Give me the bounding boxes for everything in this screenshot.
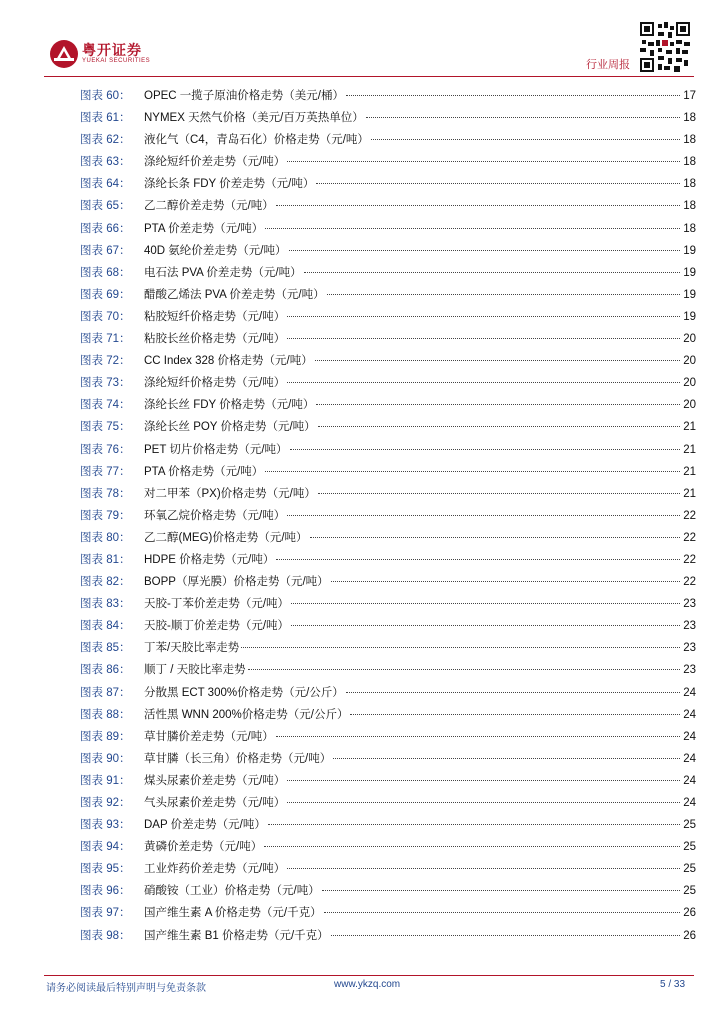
toc-entry-label[interactable]: 图表 97： (80, 907, 131, 920)
toc-entry[interactable] (80, 439, 696, 461)
toc-entry[interactable] (80, 262, 696, 284)
toc-entry-title[interactable]: PTA 价格走势（元/吨） (144, 465, 264, 478)
toc-leader-dots (265, 471, 680, 472)
toc-entry-page[interactable]: 18 (683, 222, 696, 235)
toc-leader-dots (287, 515, 680, 516)
toc-entry-page[interactable]: 25 (683, 863, 696, 876)
toc-entry-label[interactable]: 图表 74： (80, 399, 131, 412)
toc-entry-label[interactable]: 图表 67： (80, 244, 131, 257)
toc-entry-title[interactable]: 涤纶长丝 FDY 价格走势（元/吨） (144, 399, 315, 412)
toc-entry-page[interactable]: 21 (683, 465, 696, 478)
toc-leader-dots (276, 559, 680, 560)
toc-entry[interactable] (80, 549, 696, 571)
toc-entry[interactable] (80, 659, 696, 681)
toc-entry-label[interactable]: 图表 70： (80, 310, 131, 323)
toc-entry-label[interactable]: 图表 83： (80, 598, 131, 611)
toc-entry-title[interactable]: 涤纶长丝 POY 价格走势（元/吨） (144, 421, 316, 434)
toc-entry-title[interactable]: 电石法 PVA 价差走势（元/吨） (144, 266, 302, 279)
toc-entry-title[interactable]: 煤头尿素价差走势（元/吨） (144, 774, 286, 787)
toc-entry-title[interactable]: HDPE 价格走势（元/吨） (144, 553, 275, 566)
toc-leader-dots (316, 404, 680, 405)
toc-entry-label[interactable]: 图表 63： (80, 156, 131, 169)
toc-leader-dots (264, 846, 680, 847)
toc-leader-dots (276, 736, 680, 737)
toc-entry-page[interactable]: 24 (683, 797, 696, 809)
toc-entry[interactable] (80, 571, 696, 593)
qr-code-icon (640, 22, 690, 72)
toc-leader-dots (324, 912, 680, 913)
page-header (0, 0, 724, 80)
toc-entry-title[interactable]: 涤纶短纤价格走势（元/吨） (144, 377, 286, 390)
toc-entry[interactable] (80, 372, 696, 394)
toc-leader-dots (291, 603, 680, 604)
toc-entry[interactable] (80, 615, 696, 637)
header-divider (44, 76, 694, 77)
toc-entry-title[interactable]: 分散黑 ECT 300%价格走势（元/公斤） (144, 686, 344, 699)
toc-entry-label[interactable]: 图表 65： (80, 200, 131, 213)
toc-entry[interactable] (80, 173, 696, 195)
toc-entry[interactable] (80, 527, 696, 549)
toc-entry[interactable] (80, 925, 696, 947)
toc-entry-label[interactable]: 图表 62： (80, 134, 131, 147)
toc-leader-dots (276, 205, 680, 206)
toc-entry-title[interactable]: NYMEX 天然气价格（美元/百万英热单位） (144, 112, 364, 125)
toc-entry-title[interactable]: DAP 价差走势（元/吨） (144, 819, 266, 832)
toc-entry-title[interactable]: PTA 价差走势（元/吨） (144, 222, 264, 235)
toc-leader-dots (287, 868, 680, 869)
toc-entry-page[interactable]: 22 (683, 576, 696, 589)
toc-entry-title[interactable]: 丁苯/天胶比率走势 (144, 642, 240, 655)
toc-entry-title[interactable]: 国产维生素 A 价格走势（元/千克） (144, 907, 322, 920)
toc-entry-label[interactable]: 图表 64： (80, 178, 131, 191)
toc-leader-dots (331, 935, 680, 936)
toc-entry[interactable] (80, 394, 696, 416)
toc-entry-label[interactable]: 图表 95： (80, 863, 131, 876)
brand-name-en: YUEKAI SECURITIES (82, 58, 151, 64)
toc-entry-page[interactable]: 25 (683, 885, 696, 898)
toc-entry-label[interactable]: 图表 77： (80, 465, 131, 478)
toc-entry-title[interactable]: 液化气（C4，青岛石化）价格走势（元/吨） (144, 134, 369, 147)
toc-entry-label[interactable]: 图表 75： (80, 421, 131, 434)
toc-entry[interactable] (80, 593, 696, 615)
toc-leader-dots (318, 493, 680, 494)
toc-entry-title[interactable]: 醋酸乙烯法 PVA 价差走势（元/吨） (144, 288, 325, 301)
toc-entry-page[interactable]: 24 (683, 686, 696, 699)
toc-entry[interactable] (80, 240, 696, 262)
toc-entry-page[interactable]: 19 (683, 266, 696, 279)
toc-entry-label[interactable]: 图表 78： (80, 487, 131, 500)
toc-entry-title[interactable]: 涤纶短纤价差走势（元/吨） (144, 156, 286, 169)
toc-entry-page[interactable]: 26 (683, 907, 696, 920)
footer-page-number: 5 / 33 (660, 979, 686, 990)
toc-entry-page[interactable]: 18 (683, 200, 696, 213)
toc-leader-dots (318, 426, 680, 427)
toc-entry-title[interactable]: 黄磷价差走势（元/吨） (144, 841, 263, 854)
footer-website-link[interactable]: www.ykzq.com (334, 979, 401, 990)
toc-entry[interactable] (80, 836, 696, 858)
toc-entry[interactable] (80, 85, 696, 107)
toc-entry-page[interactable]: 20 (683, 355, 696, 368)
toc-leader-dots (346, 95, 680, 96)
toc-leader-dots (304, 272, 680, 273)
toc-entry-title[interactable]: 硝酸铵（工业）价格走势（元/吨） (144, 885, 320, 898)
toc-leader-dots (290, 449, 680, 450)
toc-entry-label[interactable]: 图表 88： (80, 708, 131, 721)
toc-entry-title[interactable]: 草甘膦（长三角）价格走势（元/吨） (144, 752, 332, 765)
toc-entry-label[interactable]: 图表 93： (80, 819, 131, 832)
toc-entry[interactable] (80, 726, 696, 748)
toc-entry-label[interactable]: 图表 84： (80, 620, 131, 633)
toc-entry[interactable] (80, 328, 696, 350)
toc-entry-page[interactable]: 23 (683, 598, 696, 611)
toc-leader-dots (316, 183, 680, 184)
toc-entry-page[interactable]: 25 (683, 819, 696, 832)
toc-entry-page[interactable]: 18 (683, 134, 696, 147)
toc-entry-label[interactable]: 图表 71： (80, 333, 131, 346)
toc-entry-page[interactable]: 18 (683, 156, 696, 169)
toc-leader-dots (331, 581, 680, 582)
toc-entry[interactable] (80, 218, 696, 240)
toc-entry[interactable] (80, 637, 696, 659)
toc-entry[interactable] (80, 461, 696, 483)
toc-entry-label[interactable]: 图表 98： (80, 929, 131, 942)
toc-leader-dots (289, 250, 681, 251)
toc-entry[interactable] (80, 858, 696, 880)
toc-entry-page[interactable]: 21 (683, 421, 696, 434)
toc-entry-label[interactable]: 图表 60： (80, 90, 131, 102)
toc-entry-label[interactable]: 图表 61： (80, 112, 131, 125)
toc-entry-label[interactable]: 图表 69： (80, 288, 131, 301)
toc-entry-label[interactable]: 图表 89： (80, 730, 131, 743)
toc-leader-dots (327, 294, 680, 295)
toc-entry-page[interactable]: 22 (683, 531, 696, 544)
footer-disclaimer: 请务必阅读最后特别声明与免责条款 (46, 983, 206, 994)
toc-entry-title[interactable]: 顺丁 / 天胶比率走势 (144, 664, 246, 677)
toc-entry[interactable] (80, 792, 696, 814)
toc-entry-title[interactable]: 乙二醇(MEG)价格走势（元/吨） (144, 531, 308, 544)
toc-leader-dots (287, 780, 680, 781)
toc-entry-title[interactable]: 粘胶长丝价格走势（元/吨） (144, 333, 286, 346)
toc-entry-label[interactable]: 图表 91： (80, 774, 131, 787)
toc-entry-title[interactable]: 气头尿素价差走势（元/吨） (144, 797, 286, 809)
toc-entry[interactable] (80, 129, 696, 151)
footer-divider (44, 975, 694, 976)
toc-leader-dots (371, 139, 680, 140)
toc-entry-title[interactable]: PET 切片价格走势（元/吨） (144, 443, 288, 456)
toc-entry[interactable] (80, 814, 696, 836)
toc-entry-title[interactable]: 工业炸药价差走势（元/吨） (144, 863, 286, 876)
toc-entry-label[interactable]: 图表 82： (80, 576, 131, 589)
toc-entry-page[interactable]: 17 (683, 90, 696, 102)
toc-leader-dots (248, 669, 680, 670)
toc-entry[interactable] (80, 350, 696, 372)
toc-entry-label[interactable]: 图表 87： (80, 686, 131, 699)
toc-entry-title[interactable]: 国产维生素 B1 价格走势（元/千克） (144, 929, 329, 942)
toc-leader-dots (287, 338, 680, 339)
toc-leader-dots (315, 360, 680, 361)
toc-entry[interactable] (80, 748, 696, 770)
toc-entry-page[interactable]: 20 (683, 377, 696, 390)
toc-leader-dots (366, 117, 680, 118)
toc-entry-label[interactable]: 图表 79： (80, 509, 131, 522)
toc-entry[interactable] (80, 483, 696, 505)
toc-entry-label[interactable]: 图表 94： (80, 841, 131, 854)
toc-entry-title[interactable]: CC Index 328 价格走势（元/吨） (144, 355, 313, 368)
toc-entry[interactable] (80, 284, 696, 306)
toc-entry[interactable] (80, 416, 696, 438)
toc-entry-title[interactable]: 环氧乙烷价格走势（元/吨） (144, 509, 286, 522)
toc-entry[interactable] (80, 107, 696, 129)
toc-leader-dots (291, 625, 680, 626)
toc-entry-label[interactable]: 图表 81： (80, 553, 131, 566)
toc-entry-page[interactable]: 20 (683, 333, 696, 346)
toc-leader-dots (268, 824, 680, 825)
toc-entry[interactable] (80, 770, 696, 792)
toc-leader-dots (241, 647, 680, 648)
toc-entry-page[interactable]: 26 (683, 929, 696, 942)
toc-entry-title[interactable]: 涤纶长条 FDY 价差走势（元/吨） (144, 178, 315, 191)
toc-entry[interactable] (80, 682, 696, 704)
toc-leader-dots (346, 692, 680, 693)
toc-entry-page[interactable]: 19 (683, 310, 696, 323)
toc-entry-page[interactable]: 24 (683, 730, 696, 743)
toc-entry-page[interactable]: 24 (683, 752, 696, 765)
toc-leader-dots (287, 161, 680, 162)
toc-entry[interactable] (80, 195, 696, 217)
toc-leader-dots (287, 382, 680, 383)
toc-entry-title[interactable]: 对二甲苯（PX)价格走势（元/吨） (144, 487, 316, 500)
toc-entry-page[interactable]: 22 (683, 553, 696, 566)
toc-entry-label[interactable]: 图表 96： (80, 885, 131, 898)
brand-name-cn: 粤开证券 (82, 42, 142, 58)
toc-entry[interactable] (80, 151, 696, 173)
toc-entry-title[interactable]: 40D 氨纶价差走势（元/吨） (144, 244, 287, 257)
toc-entry-page[interactable]: 18 (683, 178, 696, 191)
report-type: 行业周报 (586, 59, 630, 71)
toc-leader-dots (322, 890, 680, 891)
toc-entry[interactable] (80, 880, 696, 902)
toc-entry-page[interactable]: 23 (683, 642, 696, 655)
toc-entry-label[interactable]: 图表 86： (80, 664, 131, 677)
toc-entry[interactable] (80, 902, 696, 924)
toc-entry-label[interactable]: 图表 80： (80, 531, 131, 544)
toc-entry[interactable] (80, 306, 696, 328)
toc-entry-label[interactable]: 图表 66： (80, 222, 131, 235)
toc-entry-page[interactable]: 20 (683, 399, 696, 412)
toc-entry-title[interactable]: 活性黑 WNN 200%价格走势（元/公斤） (144, 708, 349, 721)
toc-leader-dots (287, 802, 680, 803)
toc-entry-page[interactable]: 21 (683, 487, 696, 500)
toc-entry-label[interactable]: 图表 85： (80, 642, 131, 655)
toc-leader-dots (350, 714, 680, 715)
toc-entry-page[interactable]: 24 (683, 708, 696, 721)
toc-entry-page[interactable]: 19 (683, 288, 696, 301)
toc-entry-label[interactable]: 图表 76： (80, 443, 131, 456)
toc-entry-page[interactable]: 19 (683, 244, 696, 257)
toc-entry[interactable] (80, 704, 696, 726)
toc-leader-dots (287, 316, 680, 317)
toc-entry-page[interactable]: 21 (683, 443, 696, 456)
toc-entry-title[interactable]: 粘胶短纤价格走势（元/吨） (144, 310, 286, 323)
toc-entry-page[interactable]: 24 (683, 774, 696, 787)
toc-entry[interactable] (80, 505, 696, 527)
toc-entry-title[interactable]: 天胶-丁苯价差走势（元/吨） (144, 598, 290, 611)
toc-entry-label[interactable]: 图表 73： (80, 377, 131, 390)
toc-entry-title[interactable]: OPEC 一揽子原油价格走势（美元/桶） (144, 90, 344, 102)
toc-entry-page[interactable]: 22 (683, 509, 696, 522)
toc-entry-label[interactable]: 图表 72： (80, 355, 131, 368)
toc-entry-title[interactable]: BOPP（厚光膜）价格走势（元/吨） (144, 576, 329, 589)
toc-leader-dots (265, 228, 680, 229)
toc-entry-page[interactable]: 23 (683, 620, 696, 633)
toc-entry-page[interactable]: 18 (683, 112, 696, 125)
table-of-figures (80, 85, 696, 947)
toc-entry-title[interactable]: 草甘膦价差走势（元/吨） (144, 730, 274, 743)
toc-leader-dots (310, 537, 680, 538)
toc-entry-label[interactable]: 图表 92： (80, 797, 131, 809)
toc-entry-label[interactable]: 图表 90： (80, 752, 131, 765)
toc-entry-label[interactable]: 图表 68： (80, 266, 131, 279)
toc-entry-page[interactable]: 23 (683, 664, 696, 677)
toc-entry-title[interactable]: 乙二醇价差走势（元/吨） (144, 200, 274, 213)
toc-entry-title[interactable]: 天胶-顺丁价差走势（元/吨） (144, 620, 290, 633)
toc-entry-page[interactable]: 25 (683, 841, 696, 854)
toc-leader-dots (333, 758, 680, 759)
